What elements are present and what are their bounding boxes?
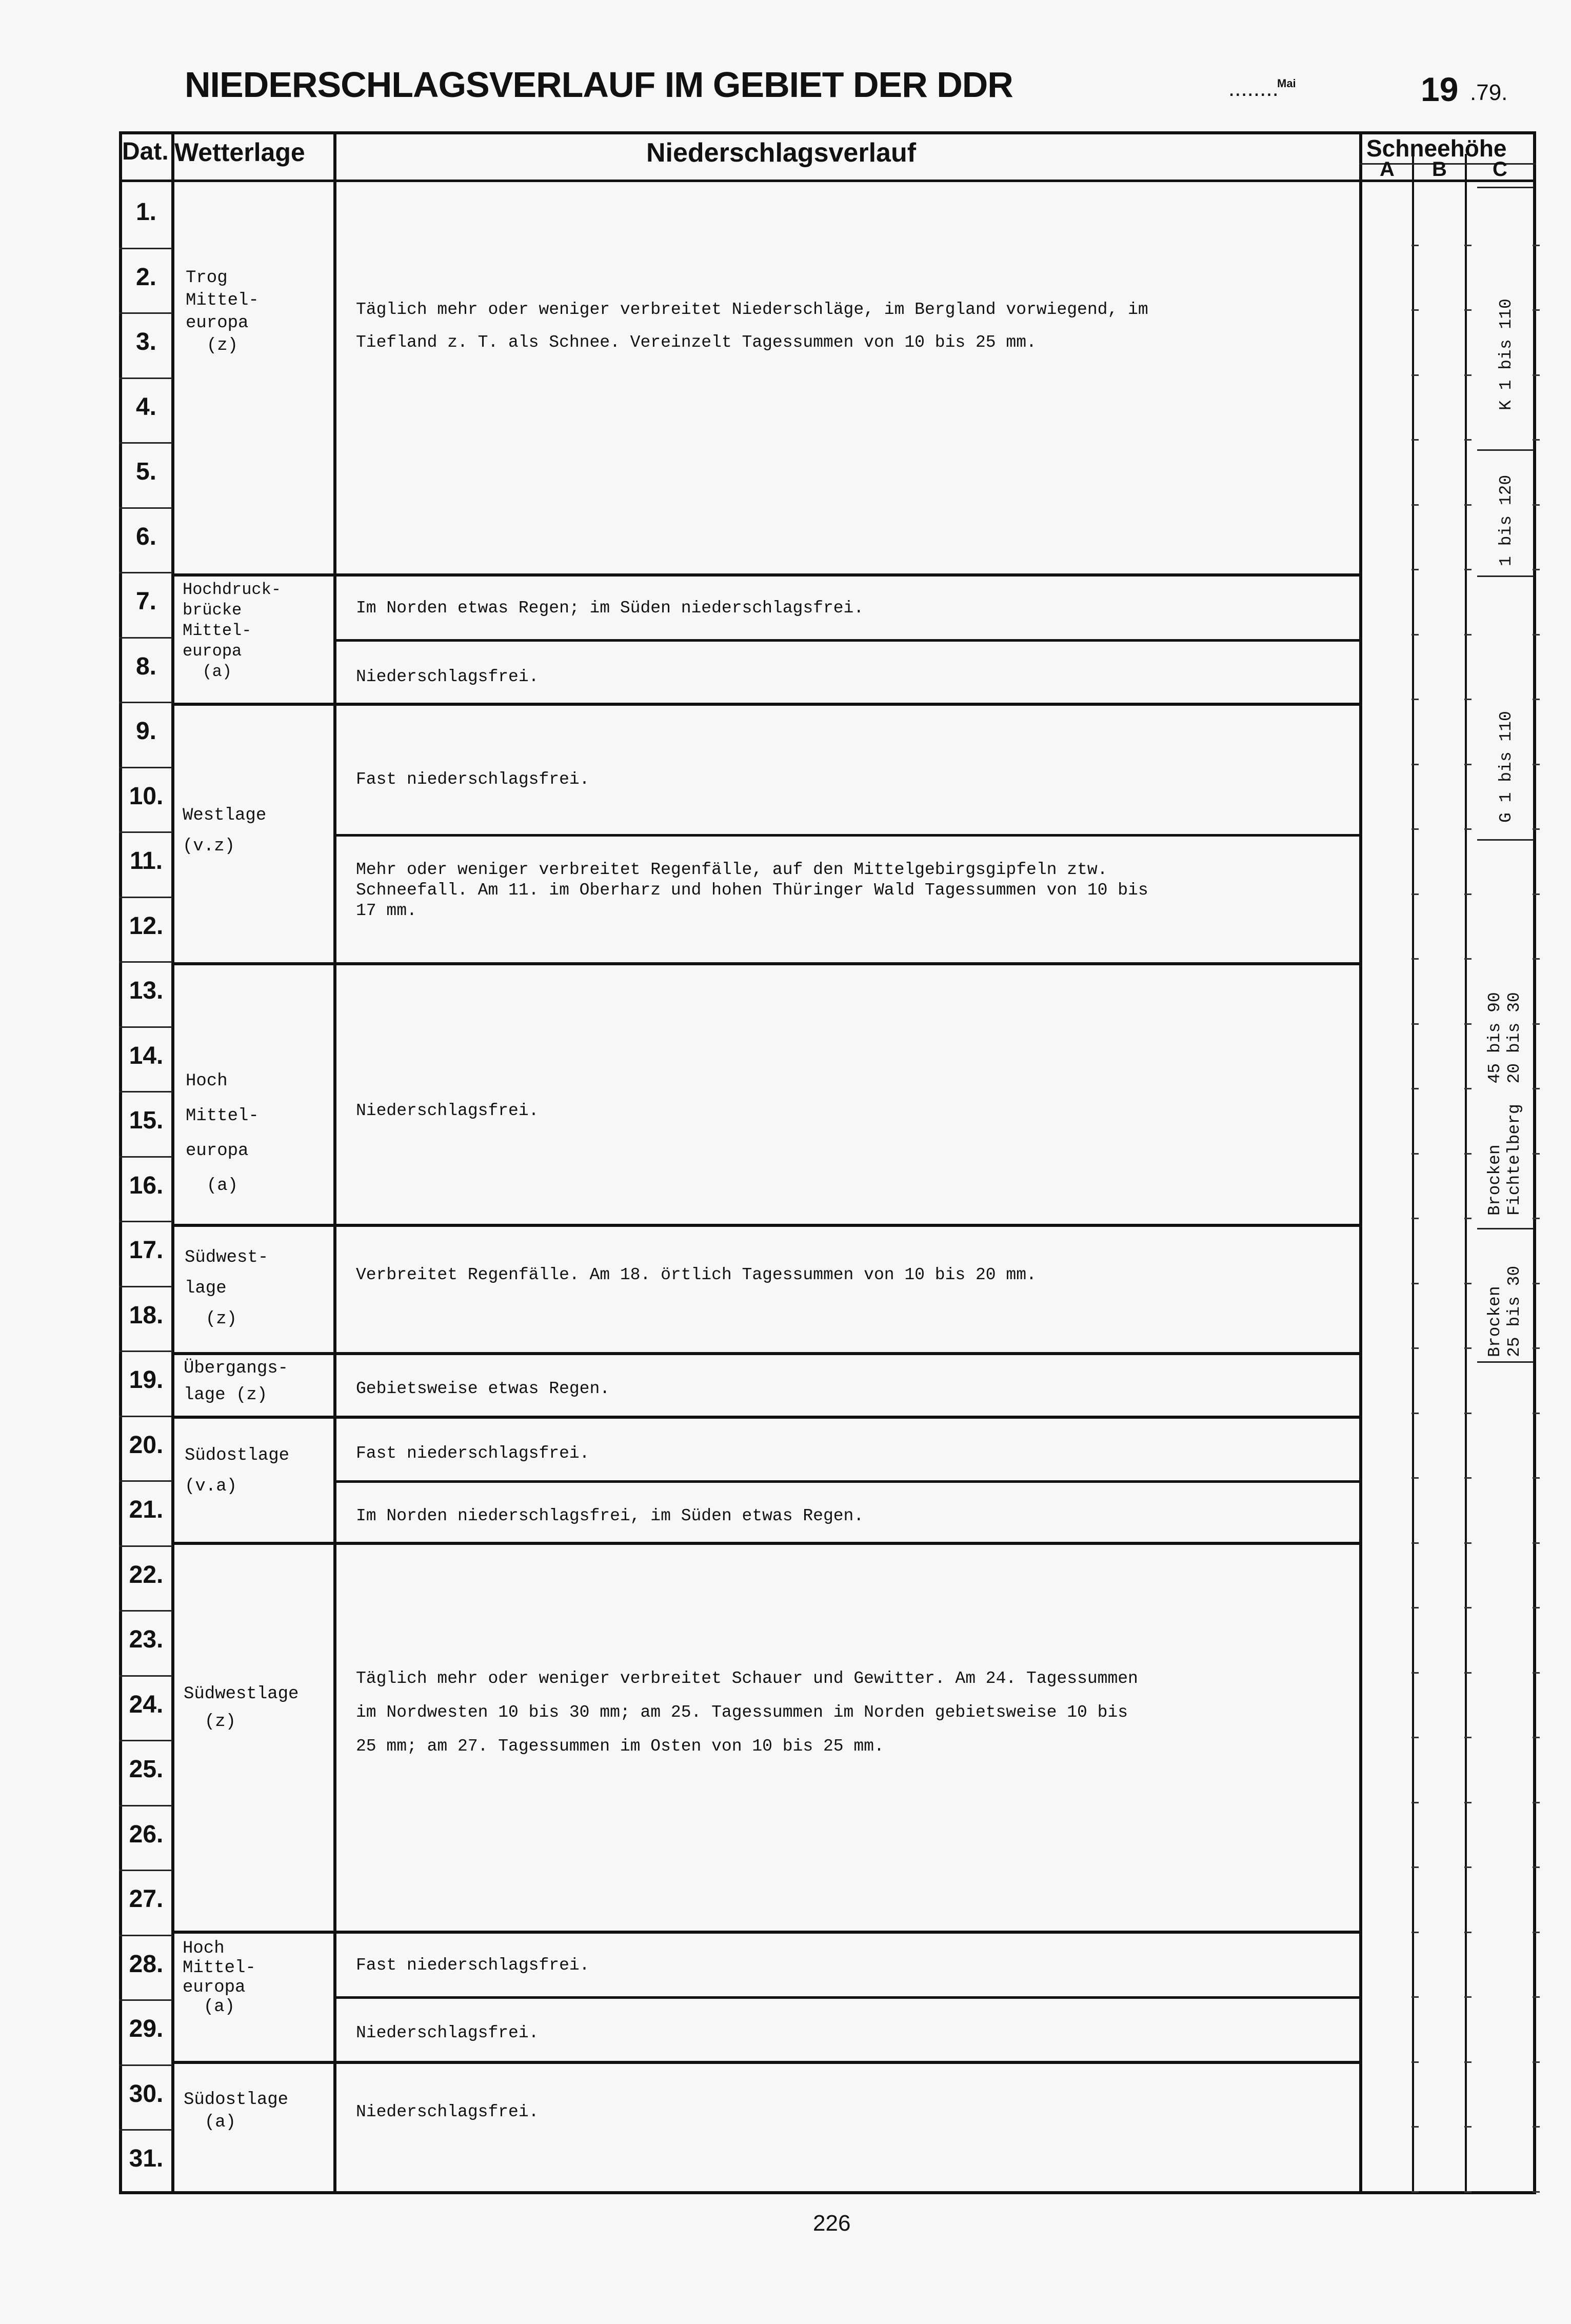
page-number: 226 [813, 2211, 851, 2236]
wetterlage-suedwestlage-1: Südwest- lage (z) [185, 1248, 269, 1329]
snow-tick [1464, 374, 1471, 376]
day-row-line [119, 1935, 172, 1936]
day-number: 15. [129, 1107, 164, 1134]
divider-niederschlag [1359, 131, 1362, 2194]
day-number: 5. [135, 458, 157, 485]
day-row-line [119, 702, 172, 703]
snow-tick [1464, 439, 1471, 441]
day-row-line [119, 1221, 172, 1222]
snow-tick [1411, 1802, 1419, 1803]
snow-tick [1533, 1347, 1540, 1349]
snow-tick [1533, 1477, 1540, 1479]
day-number: 25. [129, 1756, 164, 1783]
snow-tick [1464, 1088, 1471, 1089]
divider-col-a [1412, 154, 1414, 2194]
niederschlag-text-6: Niederschlagsfrei. [356, 1101, 539, 1120]
snow-tick [1464, 699, 1471, 700]
day-row-line [119, 1350, 172, 1352]
day-number: 14. [129, 1042, 164, 1069]
header-dat: Dat. [122, 138, 169, 165]
year-suffix: .79. [1470, 80, 1508, 105]
snow-tick [1533, 569, 1540, 570]
snow-tick [1464, 764, 1471, 765]
snow-tick [1464, 1542, 1471, 1544]
day-number: 6. [135, 523, 157, 550]
header-col-c: C [1493, 158, 1507, 181]
day-row-line [119, 442, 172, 444]
snow-tick [1464, 309, 1471, 311]
snow-tick [1533, 2191, 1540, 2193]
day-row-line [119, 572, 172, 573]
day-row-line [119, 1740, 172, 1741]
snow-tick [1411, 2191, 1419, 2193]
header-col-b: B [1432, 158, 1447, 181]
text-sep [333, 1480, 1362, 1483]
day-number: 11. [129, 847, 163, 875]
day-number: 8. [135, 652, 157, 680]
snow-tick [1411, 1413, 1419, 1414]
table-top-border [119, 131, 1536, 134]
day-number: 18. [129, 1301, 164, 1329]
text-sep [333, 1996, 1362, 1999]
c-bracket [1477, 575, 1534, 577]
schneehoehe-c-5: Brocken 25 bis 30 [1485, 1265, 1524, 1357]
day-number: 17. [129, 1237, 164, 1264]
snow-tick [1411, 569, 1419, 570]
day-row-line [119, 2129, 172, 2131]
snow-tick [1533, 1802, 1540, 1803]
day-number: 20. [129, 1431, 164, 1459]
day-number: 13. [129, 977, 164, 1004]
group-sep [171, 962, 1362, 965]
snow-tick [1411, 1542, 1419, 1544]
day-row-line [119, 1416, 172, 1417]
day-number: 19. [129, 1366, 164, 1394]
c-bracket [1477, 449, 1534, 451]
snow-tick [1411, 374, 1419, 376]
text-sep [333, 834, 1362, 837]
wetterlage-trog: Trog Mittel- europa (z) [186, 268, 259, 355]
day-row-line [119, 1026, 172, 1028]
niederschlag-text-7: Verbreitet Regenfälle. Am 18. örtlich Tagessummen von 10 bis 20 mm. [356, 1265, 1037, 1284]
year-prefix: 19 [1421, 70, 1459, 108]
day-row-line [119, 1286, 172, 1287]
niederschlag-text-4: Fast niederschlagsfrei. [356, 770, 590, 789]
wetterlage-uebergangslage: Übergangs- lage (z) [184, 1359, 289, 1405]
snow-tick [1411, 1347, 1419, 1349]
divider-col-b [1465, 154, 1467, 2194]
group-sep [171, 1542, 1362, 1545]
snow-tick [1411, 1477, 1419, 1479]
table-left-border [119, 131, 122, 2194]
day-row-line [119, 1091, 172, 1093]
snow-tick [1464, 2191, 1471, 2193]
day-row-line [119, 961, 172, 963]
header-schnee: Schneehöhe [1366, 135, 1507, 162]
snow-tick [1533, 699, 1540, 700]
wetterlage-suedostlage-2: Südostlage (a) [184, 2090, 289, 2132]
day-number: 4. [135, 393, 157, 421]
snow-tick [1411, 828, 1419, 830]
snow-tick [1533, 1996, 1540, 1998]
divider-wetterlage [333, 131, 336, 2194]
day-row-line [119, 1156, 172, 1158]
day-row-line [119, 1805, 172, 1806]
day-row-line [119, 767, 172, 768]
header-wetterlage: Wetterlage [174, 138, 305, 167]
niederschlag-text-14: Niederschlagsfrei. [356, 2102, 539, 2121]
snow-tick [1533, 1737, 1540, 1738]
day-row-line [119, 312, 172, 314]
day-number: 28. [129, 1950, 164, 1978]
month-label: Mai [1277, 77, 1296, 90]
snow-tick [1464, 1866, 1471, 1868]
niederschlag-text-2: Im Norden etwas Regen; im Süden niederschlagsfrei. [356, 599, 864, 618]
snow-tick [1533, 1542, 1540, 1544]
snow-tick [1464, 1996, 1471, 1998]
day-number: 7. [135, 588, 157, 615]
snow-tick [1464, 893, 1471, 895]
c-bracket [1477, 839, 1534, 841]
snow-tick [1411, 1088, 1419, 1089]
day-number: 29. [129, 2015, 164, 2042]
snow-tick [1533, 1153, 1540, 1155]
day-number: 22. [129, 1561, 164, 1588]
snow-tick [1411, 634, 1419, 635]
snow-tick [1464, 1413, 1471, 1414]
day-row-line [119, 2064, 172, 2066]
snow-tick [1533, 1932, 1540, 1933]
snow-tick [1411, 309, 1419, 311]
table-right-border [1533, 131, 1536, 2194]
day-number: 3. [135, 328, 157, 355]
group-sep [171, 1931, 1362, 1934]
table-bottom-border [119, 2191, 1536, 2194]
snow-tick [1533, 828, 1540, 830]
snow-tick [1533, 893, 1540, 895]
snow-tick [1411, 893, 1419, 895]
text-sep [333, 639, 1362, 642]
niederschlag-text-3: Niederschlagsfrei. [356, 667, 539, 686]
day-number: 10. [129, 782, 164, 810]
day-row-line [119, 1545, 172, 1547]
wetterlage-suedwestlage-2: Südwestlage (z) [184, 1684, 299, 1732]
c-bracket [1477, 1361, 1534, 1363]
schneehoehe-c-3: G 1 bis 110 [1497, 711, 1516, 823]
snow-tick [1533, 1672, 1540, 1674]
niederschlag-text-10: Im Norden niederschlagsfrei, im Süden etwas Regen. [356, 1506, 864, 1525]
day-row-line [119, 1999, 172, 2001]
header-bottom-border [119, 180, 1536, 182]
snow-tick [1533, 1088, 1540, 1089]
day-number: 24. [129, 1691, 164, 1718]
snow-tick [1411, 1218, 1419, 1219]
page-title: NIEDERSCHLAGSVERLAUF IM GEBIET DER DDR [185, 65, 1013, 105]
snow-tick [1464, 828, 1471, 830]
snow-tick [1533, 439, 1540, 441]
group-sep [171, 573, 1362, 577]
snow-tick [1533, 1023, 1540, 1025]
snow-tick [1411, 1672, 1419, 1674]
snow-tick [1533, 309, 1540, 311]
day-row-line [119, 1870, 172, 1871]
snow-tick [1464, 1802, 1471, 1803]
header-niederschlag: Niederschlagsverlauf [646, 138, 917, 168]
day-number: 9. [135, 718, 157, 745]
snow-tick [1533, 1218, 1540, 1219]
snow-tick [1464, 958, 1471, 960]
c-bracket [1477, 1228, 1534, 1229]
day-row-line [119, 831, 172, 833]
day-row-line [119, 637, 172, 639]
snow-tick [1533, 634, 1540, 635]
schneehoehe-c-1: K 1 bis 110 [1497, 299, 1516, 410]
snow-tick [1411, 699, 1419, 700]
snow-tick [1411, 1996, 1419, 1998]
snow-tick [1411, 245, 1419, 246]
day-number: 30. [129, 2080, 164, 2108]
group-sep [171, 2061, 1362, 2064]
day-number: 12. [129, 912, 164, 940]
snow-tick [1411, 2126, 1419, 2128]
month-dots: ........ [1228, 76, 1279, 101]
snow-tick [1533, 1607, 1540, 1608]
snow-tick [1411, 504, 1419, 506]
wetterlage-hoch-mitteleuropa-2: Hoch Mittel- europa (a) [183, 1939, 256, 2017]
schneehoehe-c-4: Brocken 45 bis 90 Fichtelberg 20 bis 30 [1485, 992, 1524, 1216]
niederschlag-text-5: Mehr oder weniger verbreitet Regenfälle, auf den Mittelgebirgsgipfeln ztw. Schneefall. Am 11. im Oberharz und hohen Thüringer Wald Tagessummen von 10 bis 17 mm. [356, 860, 1148, 920]
snow-tick [1464, 1607, 1471, 1608]
niederschlag-text-13: Niederschlagsfrei. [356, 2023, 539, 2042]
day-number: 27. [129, 1885, 164, 1913]
snow-tick [1464, 634, 1471, 635]
day-row-line [119, 507, 172, 509]
snow-tick [1533, 374, 1540, 376]
snow-tick [1411, 1023, 1419, 1025]
snow-tick [1533, 2061, 1540, 2063]
snow-tick [1533, 1283, 1540, 1284]
snow-tick [1464, 2126, 1471, 2128]
header-col-a: A [1380, 158, 1395, 181]
snow-tick [1533, 1866, 1540, 1868]
snow-tick [1464, 1737, 1471, 1738]
snow-tick [1464, 245, 1471, 246]
snow-tick [1464, 1477, 1471, 1479]
wetterlage-hochdruckbruecke: Hochdruck- brücke Mittel- europa (a) [183, 580, 282, 681]
wetterlage-suedostlage-1: Südostlage (v.a) [185, 1446, 290, 1496]
snow-tick [1411, 764, 1419, 765]
snow-tick [1533, 2126, 1540, 2128]
snow-tick [1533, 245, 1540, 246]
snow-tick [1411, 958, 1419, 960]
niederschlag-text-8: Gebietsweise etwas Regen. [356, 1379, 610, 1398]
snow-tick [1533, 764, 1540, 765]
group-sep [171, 703, 1362, 706]
day-row-line [119, 1610, 172, 1612]
snow-tick [1411, 2061, 1419, 2063]
day-number: 23. [129, 1626, 164, 1653]
snow-tick [1464, 2061, 1471, 2063]
snow-tick [1411, 1607, 1419, 1608]
day-number: 21. [129, 1496, 164, 1523]
niederschlag-text-9: Fast niederschlagsfrei. [356, 1444, 590, 1463]
day-row-line [119, 248, 172, 249]
snow-tick [1411, 1737, 1419, 1738]
day-number: 16. [129, 1171, 164, 1199]
group-sep [171, 1416, 1362, 1419]
niederschlag-text-11: Täglich mehr oder weniger verbreitet Schauer und Gewitter. Am 24. Tagessummen im Nordwesten 10 bis 30 mm; am 25. Tagessummen im Norden gebietsweise 10 bis 25 mm; am 27. Tagessummen im Osten von 10 bis 25 mm. [356, 1669, 1138, 1756]
snow-tick [1533, 504, 1540, 506]
wetterlage-westlage: Westlage (v.z) [183, 806, 267, 856]
day-number: 2. [135, 263, 157, 291]
snow-tick [1411, 1283, 1419, 1284]
snow-tick [1464, 569, 1471, 570]
group-sep [171, 1352, 1362, 1355]
niederschlag-text-1: Täglich mehr oder weniger verbreitet Niederschläge, im Bergland vorwiegend, im Tiefland z. T. als Schnee. Vereinzelt Tagessummen von 10 bis 25 mm. [356, 300, 1148, 352]
day-row-line [119, 897, 172, 898]
niederschlag-text-12: Fast niederschlagsfrei. [356, 1956, 590, 1975]
snow-tick [1464, 1347, 1471, 1349]
snow-tick [1464, 504, 1471, 506]
snow-tick [1464, 1932, 1471, 1933]
day-row-line [119, 378, 172, 379]
snow-tick [1464, 1218, 1471, 1219]
group-sep [171, 1224, 1362, 1227]
snow-tick [1411, 439, 1419, 441]
snow-tick [1533, 1413, 1540, 1414]
schneehoehe-c-2: 1 bis 120 [1497, 474, 1516, 566]
snow-tick [1464, 1672, 1471, 1674]
day-number: 26. [129, 1820, 164, 1848]
divider-dat [171, 131, 174, 2194]
snow-tick [1411, 1932, 1419, 1933]
snow-tick [1464, 1023, 1471, 1025]
wetterlage-hoch-mitteleuropa-1: Hoch Mittel- europa (a) [186, 1071, 259, 1196]
day-row-line [119, 1480, 172, 1482]
day-number: 1. [135, 198, 157, 226]
snow-tick [1411, 1866, 1419, 1868]
day-number: 31. [129, 2145, 164, 2172]
c-bracket [1477, 187, 1534, 188]
snow-tick [1464, 1283, 1471, 1284]
snow-tick [1411, 1153, 1419, 1155]
snow-tick [1464, 1153, 1471, 1155]
snow-tick [1533, 958, 1540, 960]
day-row-line [119, 1675, 172, 1677]
